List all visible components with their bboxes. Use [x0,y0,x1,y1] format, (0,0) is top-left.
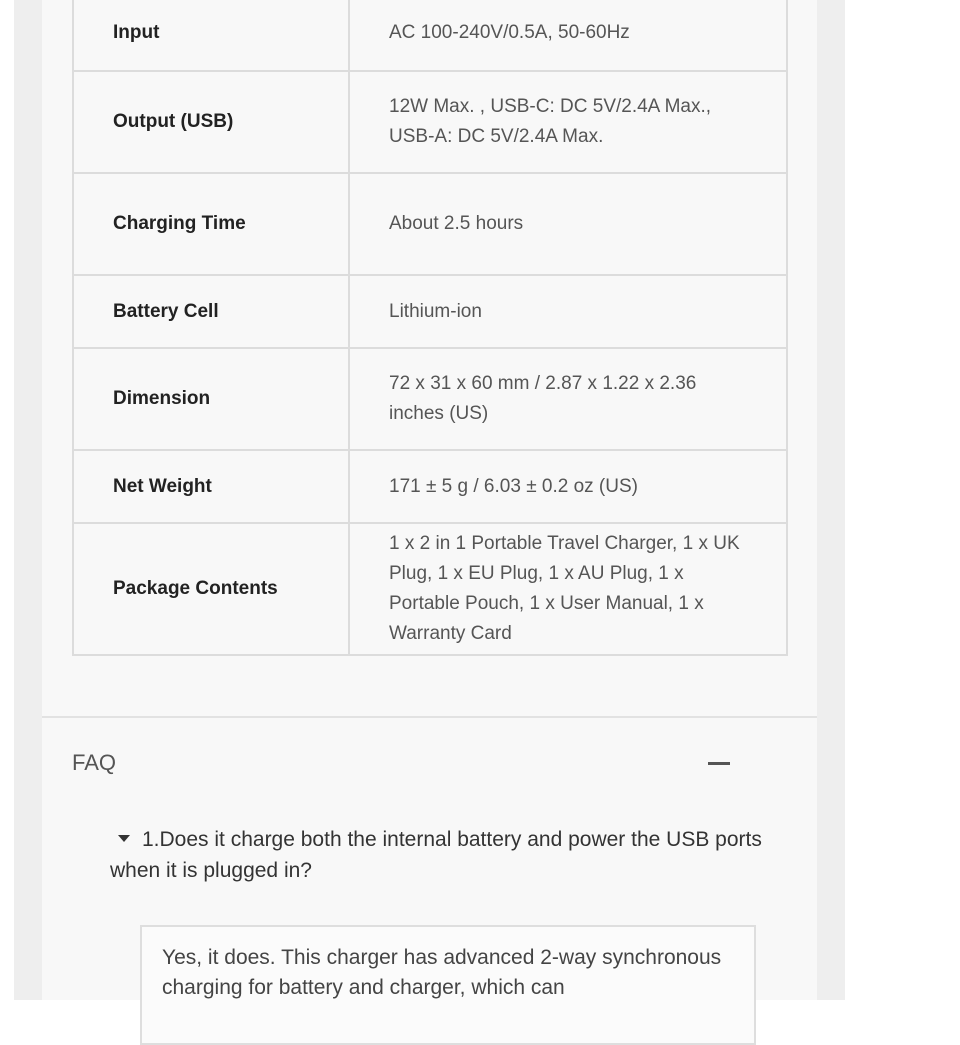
spec-value: Lithium-ion [349,275,787,348]
spec-key: Output (USB) [73,71,349,173]
spec-value: 12W Max. , USB-C: DC 5V/2.4A Max., USB-A: DC 5V/2.4A Max. [349,71,787,173]
faq-question[interactable] [110,824,770,886]
table-row [73,0,787,71]
spec-key: Dimension [73,348,349,450]
faq-answer [140,925,756,1045]
spec-key: Charging Time [73,173,349,275]
minus-icon[interactable] [708,762,730,765]
spec-value: 72 x 31 x 60 mm / 2.87 x 1.22 x 2.36 inches (US) [349,348,787,450]
table-row [73,450,787,523]
spec-value: AC 100-240V/0.5A, 50-60Hz [349,0,787,71]
spec-key: Battery Cell [73,275,349,348]
spec-key: Package Contents [73,523,349,655]
table-row [73,275,787,348]
spec-value: 171 ± 5 g / 6.03 ± 0.2 oz (US) [349,450,787,523]
spec-key: Net Weight [73,450,349,523]
section-divider [42,716,817,718]
table-row [73,71,787,173]
specifications-table [72,0,788,656]
faq-question-text: 1.Does it charge both the internal battery and power the USB ports when it is plugged in? [110,828,762,882]
table-row [73,348,787,450]
caret-down-icon [118,835,130,842]
faq-section-title[interactable]: FAQ [72,750,117,775]
spec-key: Input [73,0,349,71]
faq-answer-text: Yes, it does. This charger has advanced 2-way synchronous charging for battery and charger, which can [162,946,722,999]
table-row [73,523,787,655]
table-row [73,173,787,275]
spec-value: About 2.5 hours [349,173,787,275]
spec-value: 1 x 2 in 1 Portable Travel Charger, 1 x UK Plug, 1 x EU Plug, 1 x AU Plug, 1 x Portable Pouch, 1 x User Manual, 1 x Warranty Card [349,523,787,655]
